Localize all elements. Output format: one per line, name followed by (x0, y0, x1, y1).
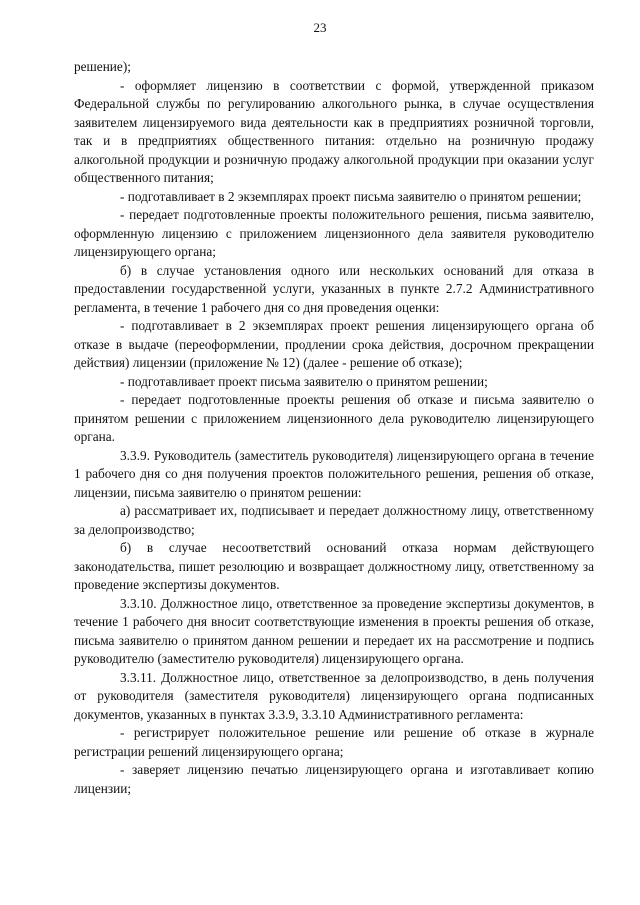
page-number: 23 (313, 20, 327, 35)
paragraph: а) рассматривает их, подписывает и передает должностному лицу, ответственному за делопроизводство; (74, 503, 594, 537)
paragraph: - регистрирует положительное решение или решение об отказе в журнале регистрации решений лицензирующего органа; (74, 725, 594, 759)
paragraph: б) в случае установления одного или нескольких оснований для отказа в предоставлении государственной услуги, указанных в пункте 2.7.2 Административного регламента, в течение 1 рабочего дня со дня проведения оценки: (74, 262, 594, 315)
paragraph: - подготавливает в 2 экземплярах проект решения лицензирующего органа об отказе в выдаче (переоформлении, продлении срока действия, досрочном прекращении действия) лицензии (приложение № 12) (далее - решение об отказе); (74, 318, 594, 370)
paragraph: - передает подготовленные проекты положительного решения, письма заявителю, оформленную лицензию с приложением лицензионного дела заявителя руководителю лицензирующего органа; (74, 207, 594, 259)
paragraph: - оформляет лицензию в соответствии с формой, утвержденной приказом Федеральной службы по регулированию алкогольного рынка, в случае осуществления заявителем лицензируемого вида деятельности как в предприятиях розничной торговли, так и в предприятиях общественного питания: отдельно на розничную продажу алкогольной продукции и розничную продажу алкогольной продукции при оказании услуг общественного питания; (74, 77, 594, 185)
paragraph: - заверяет лицензию печатью лицензирующего органа и изготавливает копию лицензии; (74, 762, 594, 796)
paragraph: решение); (74, 59, 131, 74)
paragraph: - передает подготовленные проекты решения об отказе и письма заявителю о принятом решении с приложением лицензионного дела руководителю лицензирующего органа. (74, 392, 594, 444)
paragraph: б) в случае несоответствий оснований отказа нормам действующего законодательства, пишет резолюцию и возвращает должностному лицу, ответственному за проведение экспертизы документов. (74, 540, 594, 592)
paragraph: 3.3.9. Руководитель (заместитель руководителя) лицензирующего органа в течение 1 рабочего дня со дня получения проектов положительного решения, решения об отказе, лицензии, письма заявителю о принятом решении: (74, 447, 594, 500)
paragraph: - подготавливает проект письма заявителю о принятом решении; (120, 373, 488, 389)
paragraph: 3.3.11. Должностное лицо, ответственное за делопроизводство, в день получения от руководителя (заместителя руководителя) лицензирующего органа подписанных документов, указанных в пунктах 3.3.9, 3.3.10 Административного регламента: (74, 669, 594, 722)
paragraph: - подготавливает в 2 экземплярах проект письма заявителю о принятом решении; (120, 188, 582, 204)
paragraph: 3.3.10. Должностное лицо, ответственное за проведение экспертизы документов, в течение 1 рабочего дня вносит соответствующие изменения в проекты решения об отказе, письма заявителю о принятом данном решении и передает их на рассмотрение и подпись руководителю (заместителю руководителя) лицензирующего органа. (74, 595, 594, 666)
document-body (74, 58, 594, 798)
